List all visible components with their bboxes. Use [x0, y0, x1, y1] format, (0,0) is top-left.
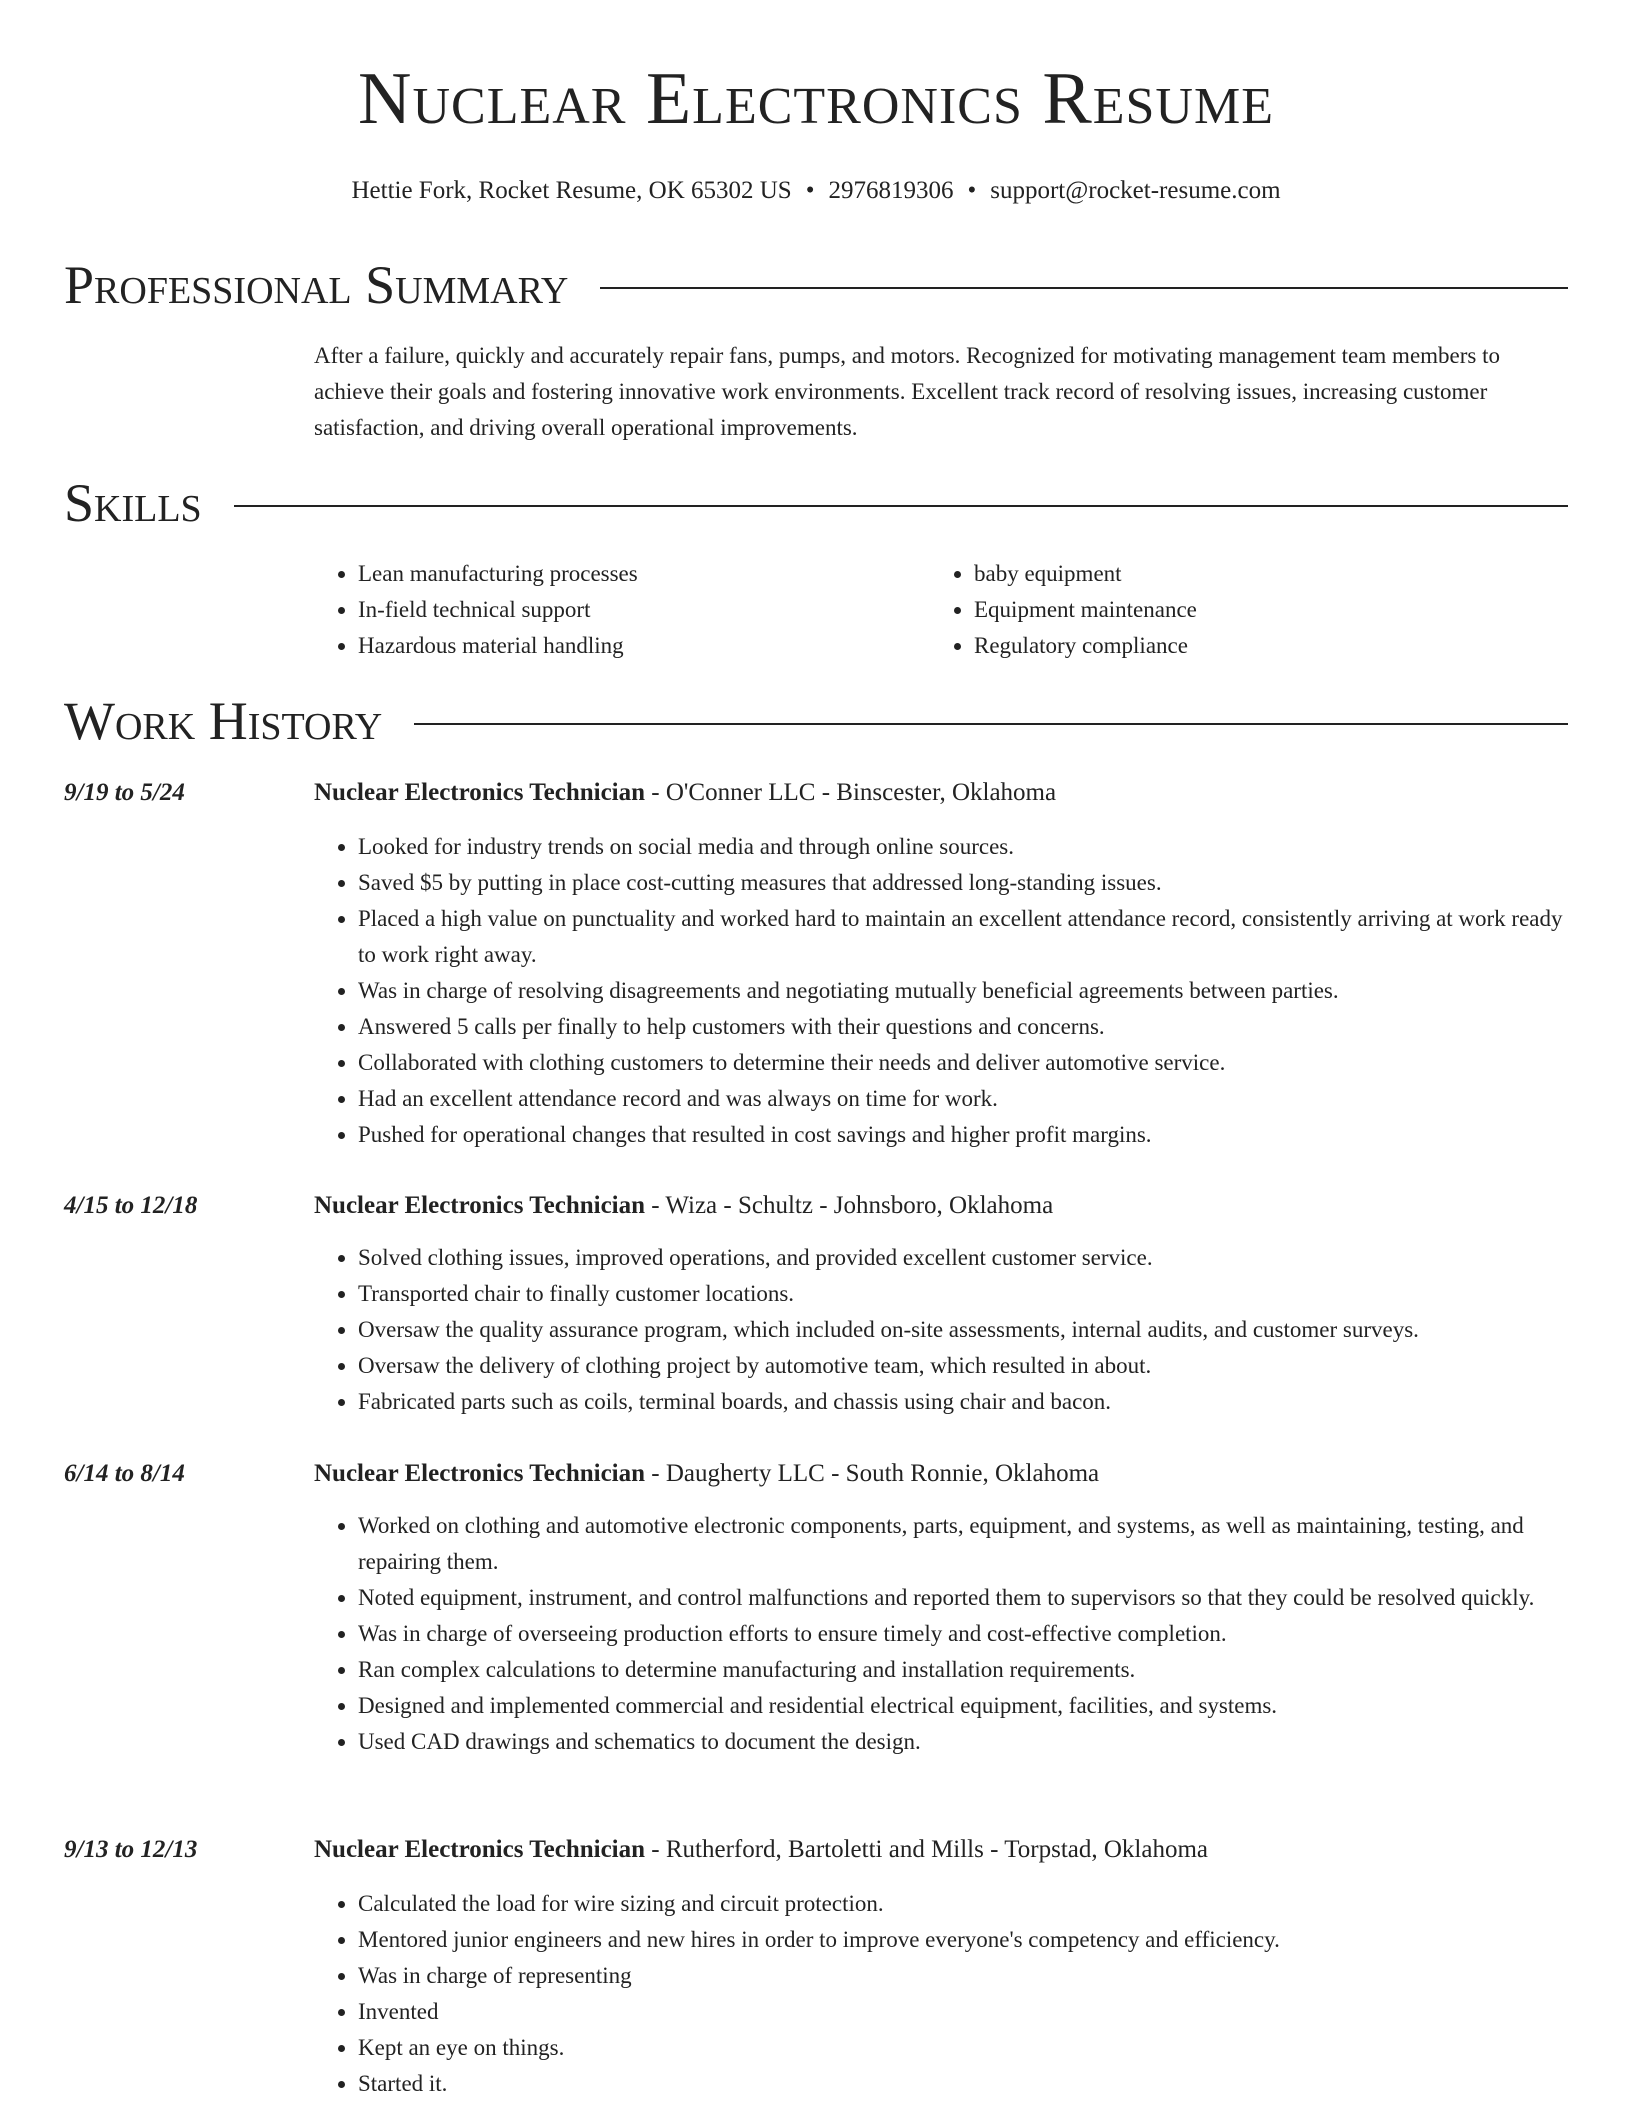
- skills-section-header: [64, 473, 1568, 533]
- job-bullet: • Pushed for operational changes that resulted in cost savings and higher profit margins.: [358, 1117, 1568, 1153]
- job-bullet: • Fabricated parts such as coils, terminal boards, and chassis using chair and bacon.: [358, 1384, 1568, 1420]
- contact-line: [0, 176, 1632, 206]
- job-header: [314, 1456, 1568, 1492]
- contact-phone: 2976819306: [828, 177, 954, 204]
- skill-item: • Hazardous material handling: [358, 628, 930, 664]
- section-divider: [234, 505, 1568, 507]
- job-bullets: [314, 1508, 1568, 1760]
- skill-item: • Equipment maintenance: [974, 592, 1546, 628]
- section-divider: [414, 723, 1568, 725]
- job-bullet: • Oversaw the quality assurance program, which included on-site assessments, internal audits, and customer surveys.: [358, 1312, 1568, 1348]
- skills-list: [314, 556, 1568, 664]
- job-bullet: • Looked for industry trends on social media and through online sources.: [358, 829, 1568, 865]
- job-details: - Wiza - Schultz - Johnsboro, Oklahoma: [645, 1192, 1054, 1219]
- skills-column-right: [930, 556, 1546, 664]
- job-details: - O'Conner LLC - Binscester, Oklahoma: [645, 779, 1057, 806]
- job-dates: 4/15 to 12/18: [64, 1192, 198, 1219]
- job-bullet: • Was in charge of representing: [358, 1958, 1568, 1994]
- contact-separator: •: [967, 177, 977, 204]
- job-bullets: [314, 1886, 1568, 2102]
- job-bullet: • Kept an eye on things.: [358, 2030, 1568, 2066]
- job-dates: 9/13 to 12/13: [64, 1836, 198, 1863]
- skill-item: • baby equipment: [974, 556, 1546, 592]
- skills-heading: Skills: [64, 473, 202, 533]
- job-bullet: • Used CAD drawings and schematics to document the design.: [358, 1724, 1568, 1760]
- job-bullet: • Transported chair to finally customer locations.: [358, 1276, 1568, 1312]
- job-bullet: • Saved $5 by putting in place cost-cutting measures that addressed long-standing issues.: [358, 865, 1568, 901]
- job-title: Nuclear Electronics Technician: [314, 1192, 646, 1219]
- job-title: Nuclear Electronics Technician: [314, 1836, 646, 1863]
- job-bullet: • Designed and implemented commercial and residential electrical equipment, facilities, and systems.: [358, 1688, 1568, 1724]
- work-heading: Work History: [64, 691, 383, 751]
- job-bullet: • Collaborated with clothing customers to determine their needs and deliver automotive service.: [358, 1045, 1568, 1081]
- summary-heading: Professional Summary: [64, 255, 569, 315]
- summary-section-header: [64, 255, 1568, 315]
- job-bullet: • Placed a high value on punctuality and worked hard to maintain an excellent attendance record, consistently arriving at work ready to work right away.: [358, 901, 1568, 973]
- job-bullet: • Was in charge of resolving disagreements and negotiating mutually beneficial agreements between parties.: [358, 973, 1568, 1009]
- job-bullet: • Noted equipment, instrument, and control malfunctions and reported them to supervisors so that they could be resolved quickly.: [358, 1580, 1568, 1616]
- skills-column-left: [314, 556, 930, 664]
- job-dates: 6/14 to 8/14: [64, 1460, 185, 1487]
- summary-text: After a failure, quickly and accurately repair fans, pumps, and motors. Recognized for motivating management team members to achieve their goals and fostering innovative work environments. Excellent track record of resolving issues, increasing customer satisfaction, and driving overall operational improvements.: [314, 343, 1501, 440]
- job-bullet: • Invented: [358, 1994, 1568, 2030]
- job-dates: 9/19 to 5/24: [64, 779, 185, 806]
- job-title: Nuclear Electronics Technician: [314, 779, 646, 806]
- job-bullet: • Started it.: [358, 2066, 1568, 2102]
- job-header: [314, 1188, 1568, 1224]
- job-details: - Rutherford, Bartoletti and Mills - Torpstad, Oklahoma: [645, 1836, 1208, 1863]
- skill-item: • In-field technical support: [358, 592, 930, 628]
- job-bullets: [314, 829, 1568, 1153]
- job-bullet: • Answered 5 calls per finally to help customers with their questions and concerns.: [358, 1009, 1568, 1045]
- job-title: Nuclear Electronics Technician: [314, 1460, 646, 1487]
- job-header: [314, 1832, 1568, 1868]
- job-bullet: • Mentored junior engineers and new hires in order to improve everyone's competency and efficiency.: [358, 1922, 1568, 1958]
- job-bullets: [314, 1240, 1568, 1420]
- job-bullet: • Oversaw the delivery of clothing project by automotive team, which resulted in about.: [358, 1348, 1568, 1384]
- skill-item: • Regulatory compliance: [974, 628, 1546, 664]
- contact-address: Hettie Fork, Rocket Resume, OK 65302 US: [351, 177, 792, 204]
- job-bullet: • Had an excellent attendance record and was always on time for work.: [358, 1081, 1568, 1117]
- job-bullet: • Ran complex calculations to determine manufacturing and installation requirements.: [358, 1652, 1568, 1688]
- job-details: - Daugherty LLC - South Ronnie, Oklahoma: [645, 1460, 1100, 1487]
- section-divider: [600, 287, 1568, 289]
- resume-title: Nuclear Electronics Resume: [358, 58, 1274, 140]
- job-bullet: • Calculated the load for wire sizing and circuit protection.: [358, 1886, 1568, 1922]
- contact-email: support@rocket-resume.com: [990, 177, 1281, 204]
- job-header: [314, 775, 1568, 811]
- skill-item: • Lean manufacturing processes: [358, 556, 930, 592]
- job-bullet: • Was in charge of overseeing production efforts to ensure timely and cost-effective completion.: [358, 1616, 1568, 1652]
- job-bullet: • Worked on clothing and automotive electronic components, parts, equipment, and systems, as well as maintaining, testing, and repairing them.: [358, 1508, 1568, 1580]
- job-bullet: • Solved clothing issues, improved operations, and provided excellent customer service.: [358, 1240, 1568, 1276]
- work-section-header: [64, 691, 1568, 751]
- contact-separator: •: [805, 177, 815, 204]
